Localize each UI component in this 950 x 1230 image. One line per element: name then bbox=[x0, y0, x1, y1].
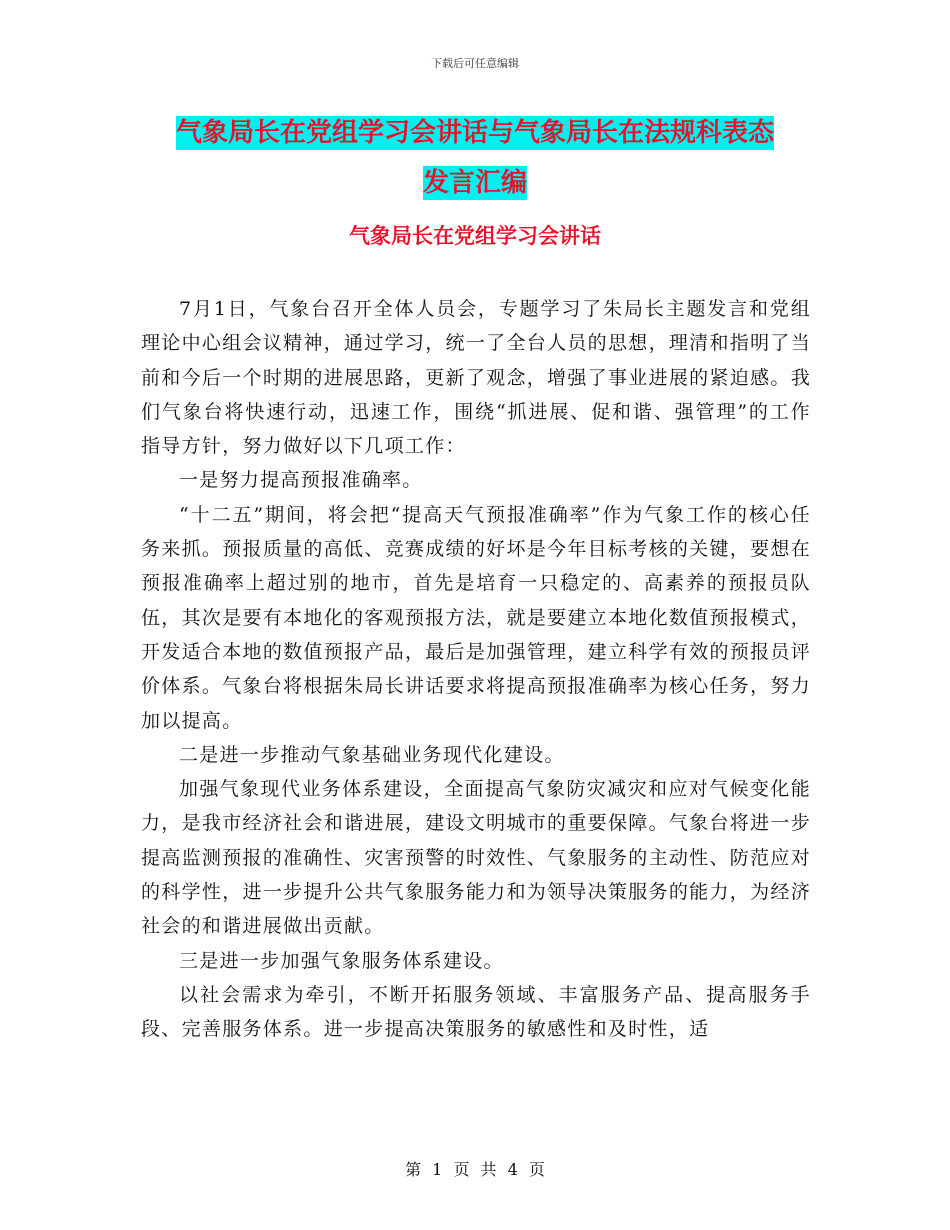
header-note: 下载后可任意编辑 bbox=[431, 57, 519, 70]
document-title bbox=[140, 108, 810, 208]
paragraph-point-2-heading: 二是进一步推动气象基础业务现代化建设。 bbox=[179, 743, 565, 766]
paragraph-intro: 7月1日，气象台召开全体人员会，专题学习了朱局长主题发言和党组理论中心组会议精神，通过学习，统一了全台人员的思想，理清和指明了当前和今后一个时期的进展思路，更新了观念，增强了事业进展的紧迫感。我们气象台将快速行动，迅速工作，围绕“抓进展、促和谐、强管理”的工作指导方针，努力做好以下几项工作： bbox=[141, 298, 811, 458]
page-footer: 第 1 页 共 4 页 bbox=[405, 1160, 545, 1179]
document-title-line-1: 气象局长在党组学习会讲话与气象局长在法规科表态 bbox=[175, 118, 774, 148]
section-title: 气象局长在党组学习会讲话 bbox=[349, 224, 601, 248]
paragraph-point-3-heading: 三是进一步加强气象服务体系建设。 bbox=[179, 949, 504, 972]
paragraph-point-1-heading: 一是努力提高预报准确率。 bbox=[179, 469, 423, 492]
paragraph-point-3-body: 以社会需求为牵引，不断开拓服务领域、丰富服务产品、提高服务手段、完善服务体系。进一步提高决策服务的敏感性和及时性，适 bbox=[141, 983, 811, 1041]
paragraph-point-1-body: “十二五”期间，将会把“提高天气预报准确率”作为气象工作的核心任务来抓。预报质量的高低、竞赛成绩的好坏是今年目标考核的关键，要想在预报准确率上超过别的地市，首先是培育一只稳定的、高素养的预报员队伍，其次是要有本地化的客观预报方法，就是要建立本地化数值预报模式，开发适合本地的数值预报产品，最后是加强管理，建立科学有效的预报员评价体系。气象台将根据朱局长讲话要求将提高预报准确率为核心任务，努力加以提高。 bbox=[141, 503, 811, 732]
document-body bbox=[141, 292, 811, 1047]
document-title-line-2: 发言汇编 bbox=[422, 168, 527, 198]
paragraph-point-2-body: 加强气象现代业务体系建设，全面提高气象防灾减灾和应对气候变化能力，是我市经济社会和谐进展，建设文明城市的重要保障。气象台将进一步提高监测预报的准确性、灾害预警的时效性、气象服务的主动性、防范应对的科学性，进一步提升公共气象服务能力和为领导决策服务的能力，为经济社会的和谐进展做出贡献。 bbox=[141, 778, 811, 938]
